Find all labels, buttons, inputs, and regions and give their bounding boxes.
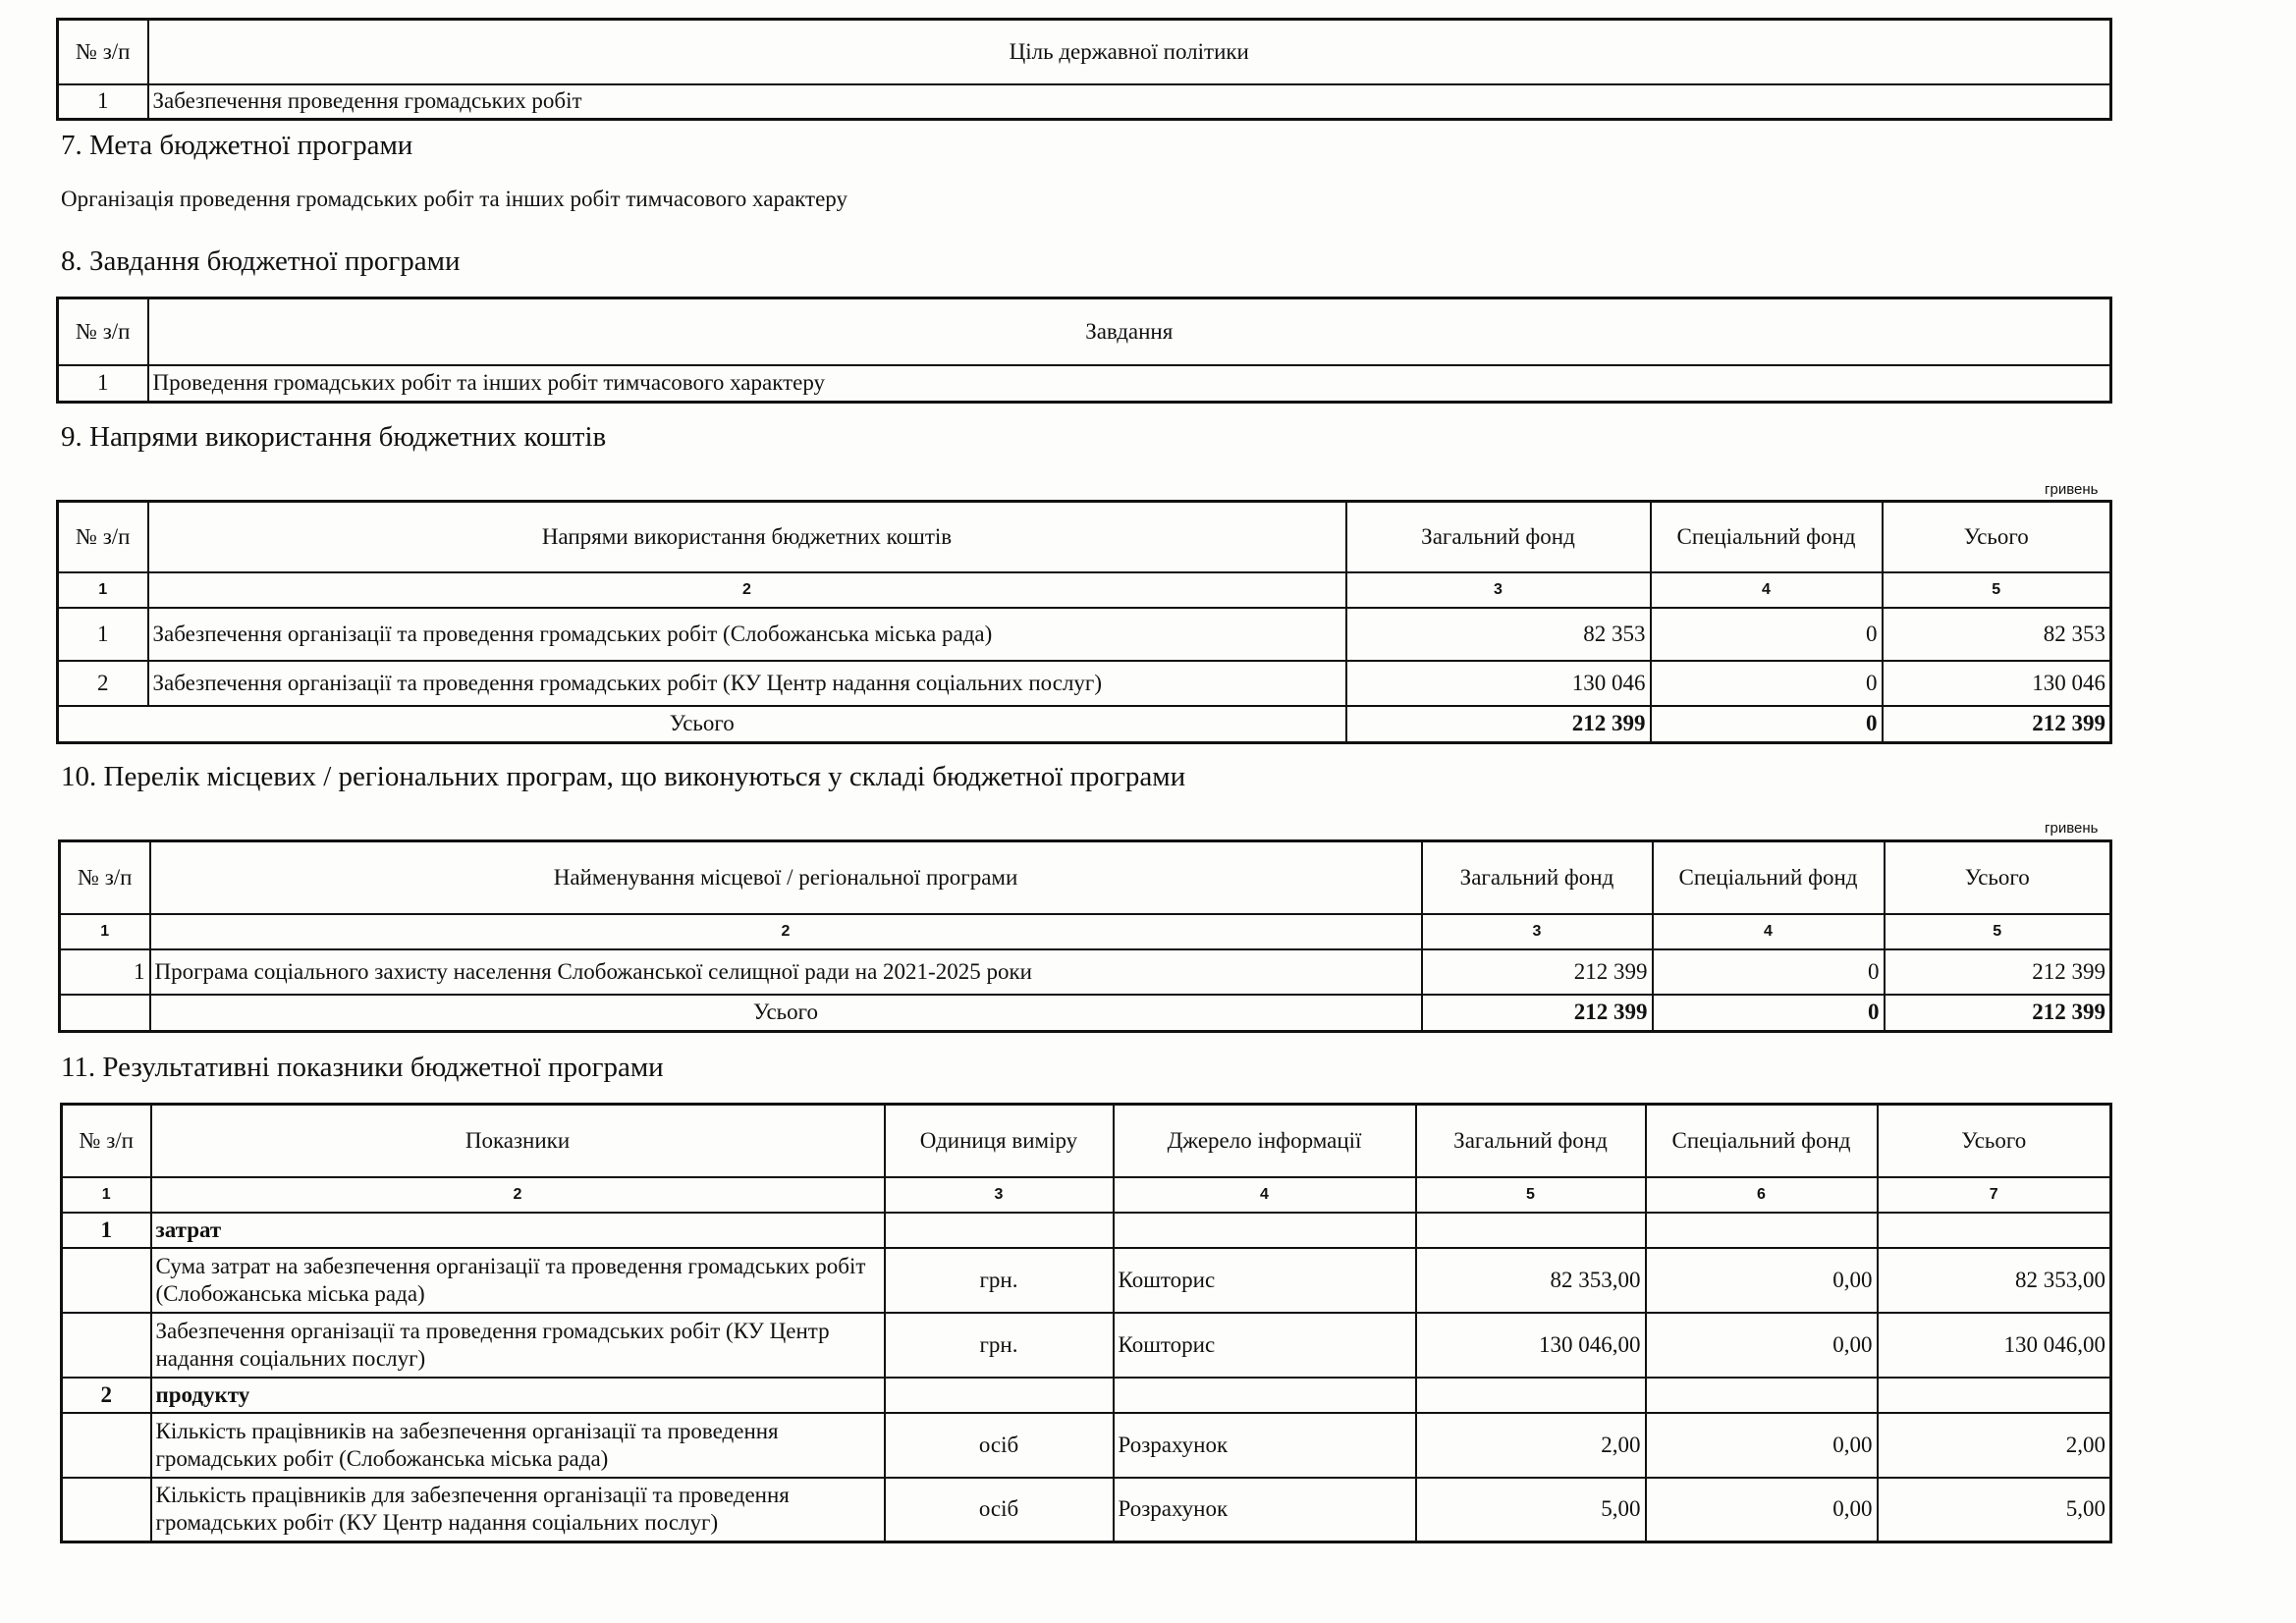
header-special: Спеціальний фонд (1646, 1105, 1878, 1177)
row-total: 82 353 (1883, 608, 2111, 661)
total-row (60, 995, 2111, 1032)
header-special: Спеціальний фонд (1651, 502, 1883, 572)
row-special: 0 (1651, 608, 1883, 661)
total-total: 212 399 (1885, 995, 2111, 1032)
total-total: 212 399 (1883, 706, 2111, 743)
header-total: Усього (1885, 841, 2111, 914)
col-number: 5 (1416, 1177, 1646, 1213)
col-number: 6 (1646, 1177, 1878, 1213)
section9-unit: гривень (2045, 481, 2099, 498)
row-total: 130 046 (1883, 661, 2111, 706)
total-special: 0 (1653, 995, 1885, 1032)
header-general: Загальний фонд (1422, 841, 1653, 914)
row-unit: грн. (885, 1248, 1114, 1313)
table-row (58, 661, 2111, 706)
row-no: 1 (60, 949, 150, 995)
row-general: 2,00 (1416, 1413, 1646, 1478)
row-unit: осіб (885, 1478, 1114, 1542)
col-number: 1 (58, 572, 148, 608)
section8-title: 8. Завдання бюджетної програми (61, 245, 461, 277)
col-number: 4 (1114, 1177, 1416, 1213)
row-unit: грн. (885, 1313, 1114, 1378)
row-unit: осіб (885, 1413, 1114, 1478)
row-total: 212 399 (1885, 949, 2111, 995)
header-general: Загальний фонд (1416, 1105, 1646, 1177)
section10-title: 10. Перелік місцевих / регіональних програм, що виконуються у складі бюджетної програми (61, 761, 1186, 792)
header-no: № з/п (58, 298, 148, 365)
col-number: 5 (1883, 572, 2111, 608)
group-no: 2 (62, 1378, 151, 1413)
row-special: 0,00 (1646, 1413, 1878, 1478)
row-general: 130 046 (1346, 661, 1651, 706)
header-no: № з/п (58, 502, 148, 572)
row-total: 2,00 (1878, 1413, 2111, 1478)
col-number: 3 (885, 1177, 1114, 1213)
row-text: Забезпечення проведення громадських робіт (148, 84, 2111, 120)
row-no: 1 (58, 84, 148, 120)
col-number: 2 (151, 1177, 885, 1213)
row-special: 0,00 (1646, 1478, 1878, 1542)
section7-text: Організація проведення громадських робіт та інших робіт тимчасового характеру (61, 187, 848, 211)
header-total: Усього (1878, 1105, 2111, 1177)
header-name: Найменування місцевої / регіональної програми (150, 841, 1422, 914)
header-title: Ціль державної політики (148, 20, 2111, 84)
group-row (62, 1213, 2111, 1248)
row-no: 2 (58, 661, 148, 706)
col-number: 4 (1653, 914, 1885, 949)
row-text: Проведення громадських робіт та інших робіт тимчасового характеру (148, 365, 2111, 403)
row-name: Сума затрат на забезпечення організації та проведення громадських робіт (Слобожанська міська рада) (151, 1248, 885, 1313)
row-source: Розрахунок (1114, 1478, 1416, 1542)
table-row (58, 608, 2111, 661)
total-row (58, 706, 2111, 743)
header-source: Джерело інформації (1114, 1105, 1416, 1177)
programs-table (58, 839, 2112, 1033)
col-number: 1 (62, 1177, 151, 1213)
header-special: Спеціальний фонд (1653, 841, 1885, 914)
row-special: 0 (1653, 949, 1885, 995)
row-general: 82 353 (1346, 608, 1651, 661)
table-row (62, 1478, 2111, 1542)
col-number: 2 (150, 914, 1422, 949)
section7-title: 7. Мета бюджетної програми (61, 130, 413, 161)
total-general: 212 399 (1422, 995, 1653, 1032)
header-total: Усього (1883, 502, 2111, 572)
group-row (62, 1378, 2111, 1413)
col-number: 7 (1878, 1177, 2111, 1213)
section10-unit: гривень (2045, 820, 2099, 837)
row-source: Кошторис (1114, 1248, 1416, 1313)
row-total: 130 046,00 (1878, 1313, 2111, 1378)
col-number: 3 (1422, 914, 1653, 949)
tasks-table (56, 297, 2112, 404)
header-no: № з/п (58, 20, 148, 84)
header-indicators: Показники (151, 1105, 885, 1177)
row-general: 5,00 (1416, 1478, 1646, 1542)
header-general: Загальний фонд (1346, 502, 1651, 572)
row-name: Програма соціального захисту населення Слобожанської селищної ради на 2021-2025 роки (150, 949, 1422, 995)
row-special: 0 (1651, 661, 1883, 706)
header-no: № з/п (60, 841, 150, 914)
header-no: № з/п (62, 1105, 151, 1177)
table-row (62, 1413, 2111, 1478)
group-name: затрат (151, 1213, 885, 1248)
row-no: 1 (58, 608, 148, 661)
indicators-table (60, 1103, 2112, 1543)
header-title: Завдання (148, 298, 2111, 365)
row-no: 1 (58, 365, 148, 403)
row-name: Забезпечення організації та проведення громадських робіт (КУ Центр надання соціальних послуг) (148, 661, 1346, 706)
table-row (62, 1313, 2111, 1378)
row-special: 0,00 (1646, 1313, 1878, 1378)
row-name: Забезпечення організації та проведення громадських робіт (КУ Центр надання соціальних послуг) (151, 1313, 885, 1378)
row-source: Кошторис (1114, 1313, 1416, 1378)
group-name: продукту (151, 1378, 885, 1413)
row-general: 212 399 (1422, 949, 1653, 995)
row-general: 130 046,00 (1416, 1313, 1646, 1378)
empty-cell (60, 995, 150, 1032)
col-number: 2 (148, 572, 1346, 608)
table-row (62, 1248, 2111, 1313)
total-label: Усього (150, 995, 1422, 1032)
policy-table (56, 18, 2112, 121)
row-general: 82 353,00 (1416, 1248, 1646, 1313)
total-special: 0 (1651, 706, 1883, 743)
total-general: 212 399 (1346, 706, 1651, 743)
header-name: Напрями використання бюджетних коштів (148, 502, 1346, 572)
row-total: 82 353,00 (1878, 1248, 2111, 1313)
group-no: 1 (62, 1213, 151, 1248)
section11-title: 11. Результативні показники бюджетної програми (61, 1052, 664, 1083)
directions-table (56, 500, 2112, 744)
header-unit: Одиниця виміру (885, 1105, 1114, 1177)
section9-title: 9. Напрями використання бюджетних коштів (61, 421, 607, 453)
col-number: 4 (1651, 572, 1883, 608)
row-name: Забезпечення організації та проведення громадських робіт (Слобожанська міська рада) (148, 608, 1346, 661)
row-source: Розрахунок (1114, 1413, 1416, 1478)
col-number: 1 (60, 914, 150, 949)
col-number: 5 (1885, 914, 2111, 949)
total-label: Усього (58, 706, 1346, 743)
row-special: 0,00 (1646, 1248, 1878, 1313)
row-total: 5,00 (1878, 1478, 2111, 1542)
table-row (60, 949, 2111, 995)
col-number: 3 (1346, 572, 1651, 608)
row-name: Кількість працівників на забезпечення організації та проведення громадських робіт (Слобожанська міська рада) (151, 1413, 885, 1478)
row-name: Кількість працівників для забезпечення організації та проведення громадських робіт (КУ Центр надання соціальних послуг) (151, 1478, 885, 1542)
